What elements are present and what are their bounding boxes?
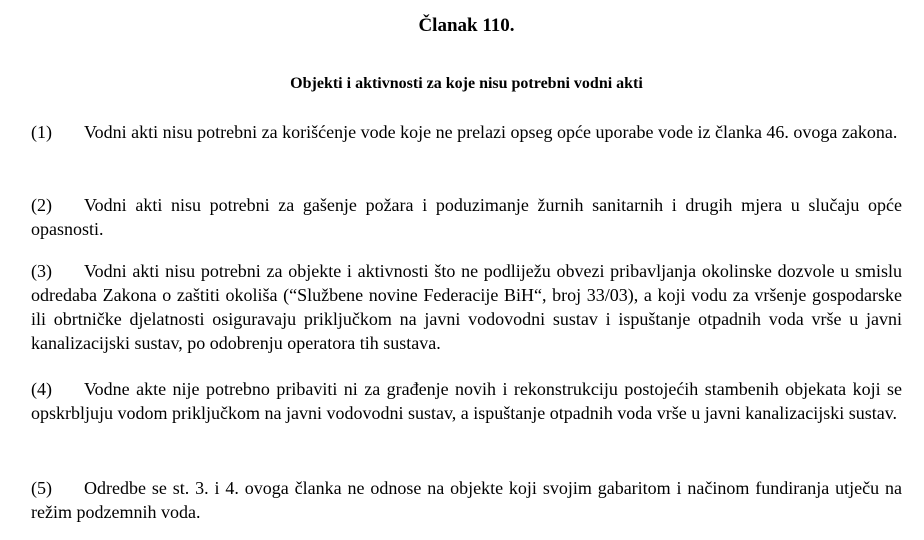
article-title: Članak 110. xyxy=(418,15,515,36)
paragraph-2 xyxy=(31,193,902,241)
paragraph-text: Vodni akti nisu potrebni za korišćenje vode koje ne prelazi opseg opće uporabe vode iz članka 46. ovoga zakona. xyxy=(84,122,898,142)
paragraph-number: (4) xyxy=(31,379,52,399)
paragraph-5 xyxy=(31,476,902,524)
article-subtitle: Objekti i aktivnosti za koje nisu potrebni vodni akti xyxy=(290,75,643,92)
paragraph-1 xyxy=(31,120,902,144)
paragraph-number: (3) xyxy=(31,261,52,281)
paragraph-text: Odredbe se st. 3. i 4. ovoga članka ne odnose na objekte koji svojim gabaritom i načinom fundiranja utječu na režim podzemnih voda. xyxy=(31,478,902,522)
paragraph-number: (1) xyxy=(31,122,52,142)
paragraph-number: (5) xyxy=(31,478,52,498)
paragraph-text: Vodni akti nisu potrebni za objekte i aktivnosti što ne podliježu obvezi pribavljanja okolinske dozvole u smislu odredaba Zakona o zaštiti okoliša (“Službene novine Federacije BiH“, broj 33/03), a koji vodu za vršenje gospodarske ili obrtničke djelatnosti osiguravaju priključkom na javni vodovodni sustav i ispuštanje otpadnih voda vrše u javni kanalizacijski sustav, po odobrenju operatora tih sustava. xyxy=(31,261,902,353)
paragraph-text: Vodni akti nisu potrebni za gašenje požara i poduzimanje žurnih sanitarnih i drugih mjera u slučaju opće opasnosti. xyxy=(31,195,902,239)
paragraph-number: (2) xyxy=(31,195,52,215)
paragraph-text: Vodne akte nije potrebno pribaviti ni za građenje novih i rekonstrukciju postojećih stambenih objekata koji se opskrbljuju vodom priključkom na javni vodovodni sustav, a ispuštanje otpadnih voda vrše u javni kanalizacijski sustav. xyxy=(31,379,902,423)
paragraph-4 xyxy=(31,377,902,425)
paragraph-3 xyxy=(31,259,902,355)
